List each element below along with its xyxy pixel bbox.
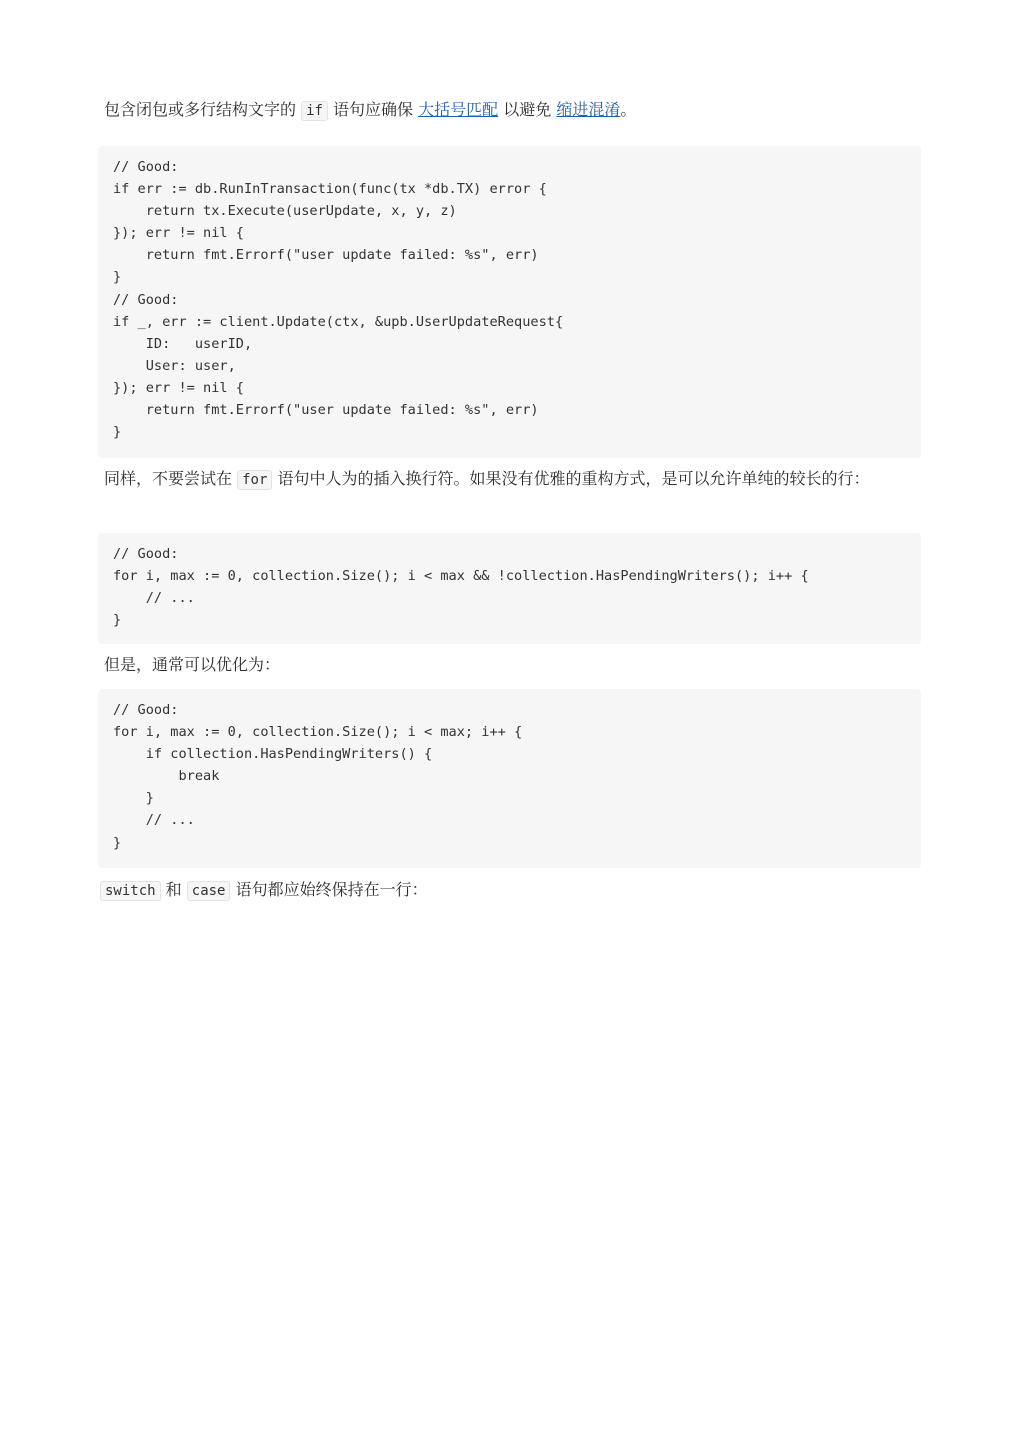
link-brace-matching[interactable]: 大括号匹配 xyxy=(418,100,499,119)
code-line: }); err != nil { xyxy=(113,225,244,242)
code-block-optimized-for xyxy=(98,689,921,868)
paragraph-text: 但是，通常可以优化为： xyxy=(104,655,281,674)
code-line: ID: userID, xyxy=(113,335,253,352)
inline-code-switch: switch xyxy=(100,881,161,901)
code-line: // Good: xyxy=(113,702,179,718)
code-line: if err := db.RunInTransaction(func(tx *db.TX) error { xyxy=(113,181,547,198)
inline-code-for: for xyxy=(237,470,272,490)
code-line: // Good: xyxy=(113,291,179,308)
paragraph-for-linebreak xyxy=(104,466,904,493)
paragraph-closure-braces xyxy=(104,97,904,124)
paragraph-text: 语句都应始终保持在一行： xyxy=(230,880,428,899)
paragraph-text: 语句应确保 xyxy=(327,100,419,119)
code-line: break xyxy=(113,768,220,785)
paragraph-text: 包含闭包或多行结构文字的 xyxy=(104,100,302,119)
paragraph-switch-case xyxy=(100,877,900,904)
code-line: } xyxy=(113,834,122,851)
code-line: for i, max := 0, collection.Size(); i < max; i++ { xyxy=(113,724,523,741)
code-line: // Good: xyxy=(113,546,179,562)
code-line: return fmt.Errorf("user update failed: %s", err) xyxy=(113,402,539,419)
paragraph-text: 语句中人为的插入换行符。如果没有优雅的重构方式，是可以允许单纯的较长的行： xyxy=(272,469,870,488)
paragraph-text: 以避免 xyxy=(498,100,557,119)
link-indentation-confusion[interactable]: 缩进混淆 xyxy=(556,100,621,119)
inline-code-case: case xyxy=(187,881,231,901)
code-line: return tx.Execute(userUpdate, x, y, z) xyxy=(113,203,457,220)
code-line: } xyxy=(113,269,122,286)
paragraph-text: 。 xyxy=(620,100,637,119)
code-block-if-closure xyxy=(98,146,921,458)
code-line: return fmt.Errorf("user update failed: %s", err) xyxy=(113,247,539,264)
paragraph-text: 同样，不要尝试在 xyxy=(104,469,238,488)
code-line: User: user, xyxy=(113,357,236,374)
code-line: // ... xyxy=(113,590,195,607)
code-line: for i, max := 0, collection.Size(); i < max && !collection.HasPendingWriters(); i++ { xyxy=(113,568,809,585)
code-line: // Good: xyxy=(113,159,179,175)
inline-code-if: if xyxy=(301,101,328,121)
code-line: } xyxy=(113,424,122,441)
code-line: // ... xyxy=(113,812,195,829)
code-line: if _, err := client.Update(ctx, &upb.UserUpdateRequest{ xyxy=(113,313,564,330)
code-line: }); err != nil { xyxy=(113,379,244,396)
code-block-long-for xyxy=(98,533,921,644)
code-line: } xyxy=(113,612,122,629)
paragraph-optimize xyxy=(104,652,904,678)
paragraph-text: 和 xyxy=(160,880,187,899)
code-line: } xyxy=(113,790,154,807)
code-line: if collection.HasPendingWriters() { xyxy=(113,746,433,763)
